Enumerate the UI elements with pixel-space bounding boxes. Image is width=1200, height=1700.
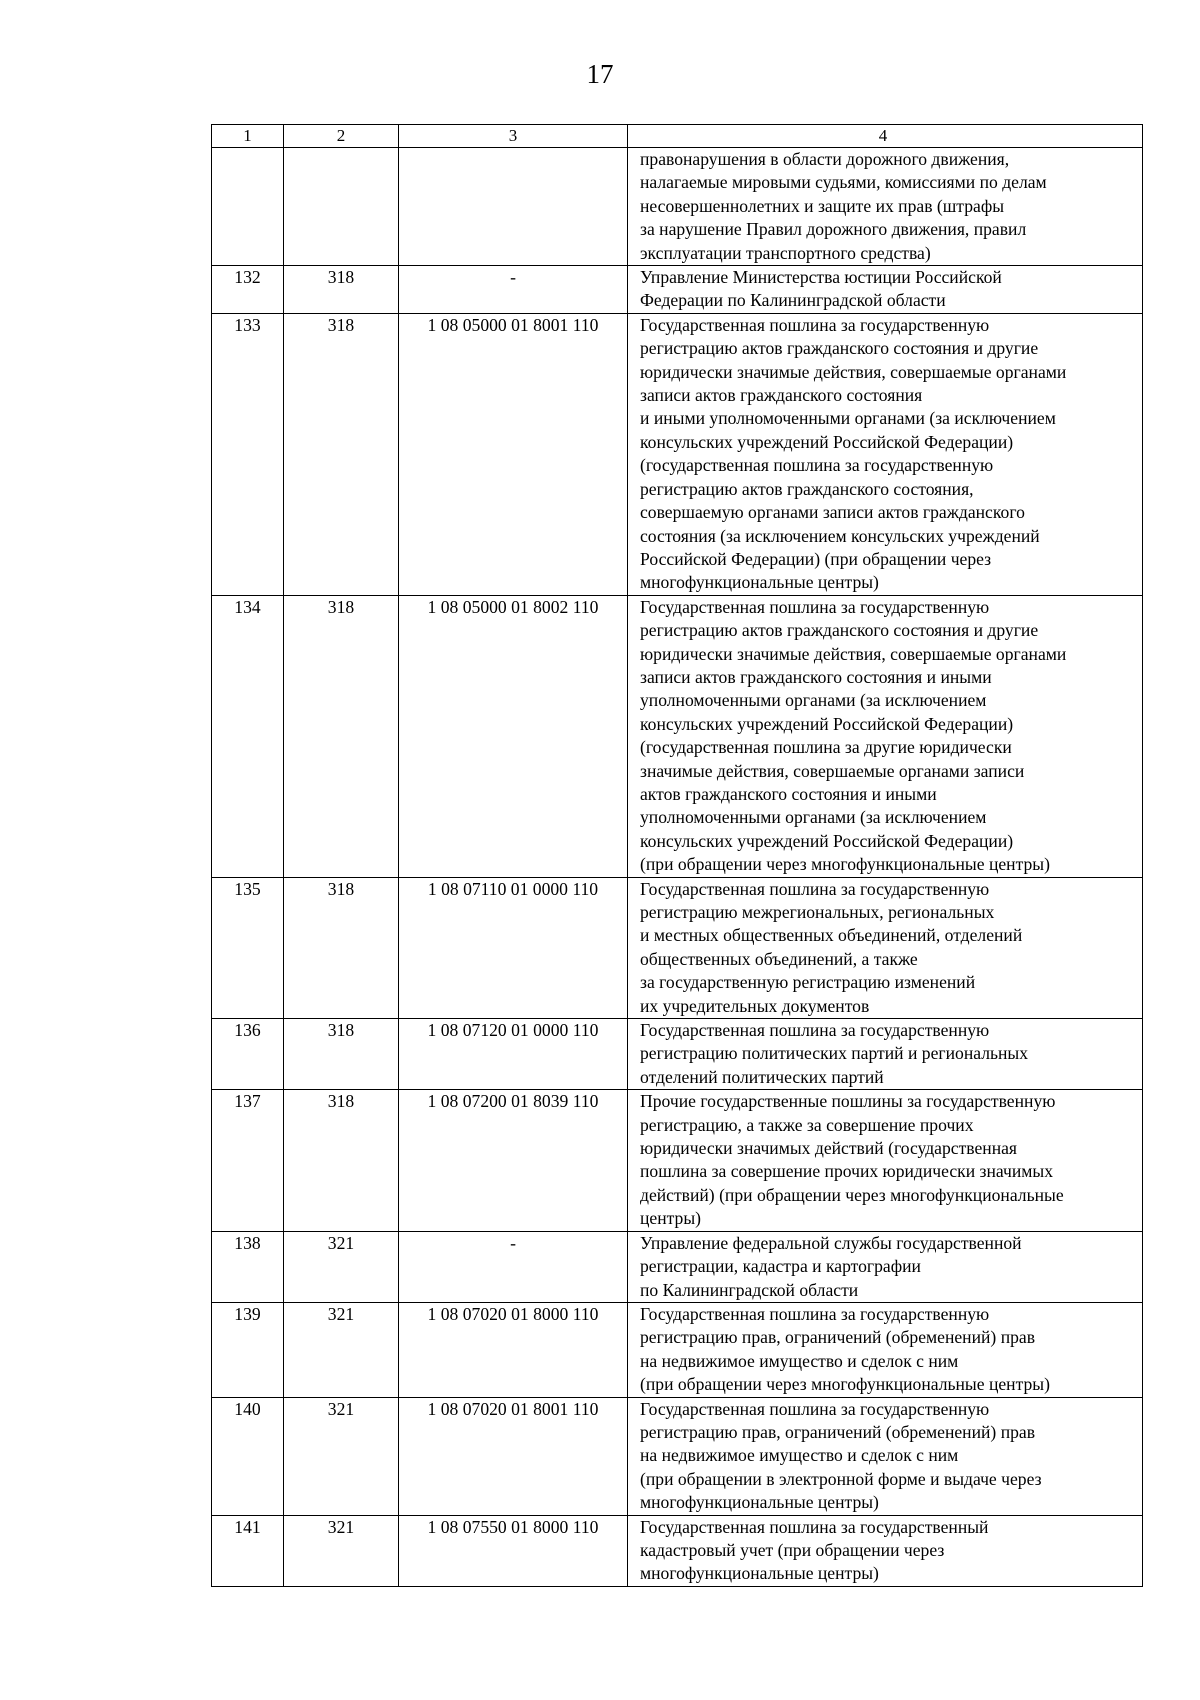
description-line: Государственная пошлина за государственный: [640, 1516, 989, 1537]
budget-code-cell: -: [399, 1231, 628, 1302]
description-line: многофункциональные центры): [640, 572, 879, 593]
description-cell: [628, 266, 1143, 314]
description-line: центры): [640, 1208, 702, 1229]
description-line: налагаемые мировыми судьями, комиссиями по делам: [640, 172, 1047, 193]
admin-code-cell: 318: [284, 877, 399, 1018]
description-line: Государственная пошлина за государственную: [640, 314, 990, 335]
row-number-cell: 135: [212, 877, 284, 1018]
description-line: регистрации, кадастра и картографии: [640, 1256, 921, 1277]
admin-code-cell: 321: [284, 1302, 399, 1397]
row-number-cell: 137: [212, 1090, 284, 1231]
description-line: (государственная пошлина за другие юридически: [640, 737, 1012, 758]
admin-code-cell: 321: [284, 1231, 399, 1302]
budget-code-cell: 1 08 07020 01 8000 110: [399, 1302, 628, 1397]
description-line: по Калининградской области: [640, 1279, 859, 1300]
description-line: регистрацию актов гражданского состояния,: [640, 478, 974, 499]
description-line: несовершеннолетних и защите их прав (штрафы: [640, 195, 1005, 216]
admin-code-cell: 321: [284, 1515, 399, 1586]
column-header-2: 2: [284, 125, 399, 148]
description-line: Прочие государственные пошлины за государственную: [640, 1091, 1056, 1112]
table-row: [212, 1231, 1143, 1302]
description-line: юридически значимые действия, совершаемые органами: [640, 643, 1067, 664]
description-line: правонарушения в области дорожного движения,: [640, 149, 1010, 169]
table-header-row: [212, 125, 1143, 148]
row-number-cell: [212, 148, 284, 266]
description-line: регистрацию прав, ограничений (обременений) прав: [640, 1421, 1036, 1442]
description-line: Федерации по Калининградской области: [640, 290, 946, 311]
page-number: 17: [586, 59, 614, 89]
description-line: пошлина за совершение прочих юридически значимых: [640, 1161, 1054, 1182]
row-number-cell: 139: [212, 1302, 284, 1397]
description-line: Государственная пошлина за государственную: [640, 1398, 990, 1419]
description-cell: [628, 1302, 1143, 1397]
admin-code-cell: 318: [284, 266, 399, 314]
row-number-cell: 141: [212, 1515, 284, 1586]
description-line: действий) (при обращении через многофункциональные: [640, 1184, 1064, 1205]
description-line: регистрацию межрегиональных, региональных: [640, 902, 995, 922]
column-header-1: 1: [212, 125, 284, 148]
table-row: [212, 1397, 1143, 1515]
continuation-row: [212, 148, 1143, 266]
budget-code-cell: 1 08 05000 01 8002 110: [399, 595, 628, 877]
description-line: значимые действия, совершаемые органами записи: [640, 760, 1025, 781]
description-cell: [628, 148, 1143, 266]
budget-code-cell: 1 08 07120 01 0000 110: [399, 1019, 628, 1090]
description-line: на недвижимое имущество и сделок с ним: [640, 1445, 959, 1466]
description-cell: [628, 1019, 1143, 1090]
description-line: совершаемую органами записи актов гражданского: [640, 502, 1025, 523]
description-cell: [628, 877, 1143, 1018]
table-row: [212, 1019, 1143, 1090]
description-line: за нарушение Правил дорожного движения, правил: [640, 219, 1027, 240]
description-line: записи актов гражданского состояния и иными: [640, 666, 992, 687]
table-row: [212, 595, 1143, 877]
table-body: [212, 125, 1143, 1587]
description-line: их учредительных документов: [640, 995, 870, 1016]
budget-code-cell: 1 08 07110 01 0000 110: [399, 877, 628, 1018]
description-line: Государственная пошлина за государственную: [640, 878, 990, 899]
description-cell: [628, 595, 1143, 877]
description-line: регистрацию, а также за совершение прочих: [640, 1114, 974, 1135]
row-number-cell: 140: [212, 1397, 284, 1515]
budget-code-cell: 1 08 05000 01 8001 110: [399, 313, 628, 595]
description-line: кадастровый учет (при обращении через: [640, 1539, 945, 1560]
table-row: [212, 877, 1143, 1018]
description-line: актов гражданского состояния и иными: [640, 783, 937, 804]
description-cell: [628, 1515, 1143, 1586]
table-row: [212, 266, 1143, 314]
table-row: [212, 1302, 1143, 1397]
description-line: консульских учреждений Российской Федерации): [640, 431, 1014, 452]
description-line: и местных общественных объединений, отделений: [640, 925, 1023, 946]
admin-code-cell: 318: [284, 1019, 399, 1090]
description-cell: [628, 1231, 1143, 1302]
description-cell: [628, 1397, 1143, 1515]
budget-code-cell: 1 08 07200 01 8039 110: [399, 1090, 628, 1231]
description-line: Управление Министерства юстиции Российской: [640, 267, 1002, 288]
row-number-cell: 138: [212, 1231, 284, 1302]
admin-code-cell: 321: [284, 1397, 399, 1515]
budget-code-cell: 1 08 07020 01 8001 110: [399, 1397, 628, 1515]
description-line: записи актов гражданского состояния: [640, 385, 923, 406]
revenue-codes-table: [211, 124, 1143, 1587]
description-line: консульских учреждений Российской Федерации): [640, 713, 1014, 734]
description-cell: [628, 313, 1143, 595]
description-line: многофункциональные центры): [640, 1492, 879, 1513]
description-line: (государственная пошлина за государственную: [640, 455, 994, 476]
description-cell: [628, 1090, 1143, 1231]
budget-code-cell: 1 08 07550 01 8000 110: [399, 1515, 628, 1586]
description-line: на недвижимое имущество и сделок с ним: [640, 1350, 959, 1371]
row-number-cell: 132: [212, 266, 284, 314]
description-line: юридически значимых действий (государственная: [640, 1138, 1018, 1159]
column-header-4: 4: [628, 125, 1143, 148]
description-line: регистрацию прав, ограничений (обременений) прав: [640, 1327, 1036, 1348]
admin-code-cell: [284, 148, 399, 266]
admin-code-cell: 318: [284, 595, 399, 877]
description-line: (при обращении через многофункциональные центры): [640, 854, 1050, 875]
description-line: Российской Федерации) (при обращении через: [640, 548, 992, 569]
description-line: за государственную регистрацию изменений: [640, 972, 976, 993]
description-line: консульских учреждений Российской Федерации): [640, 830, 1014, 851]
description-line: (при обращении в электронной форме и выдаче через: [640, 1468, 1042, 1489]
admin-code-cell: 318: [284, 1090, 399, 1231]
table-row: [212, 1515, 1143, 1586]
row-number-cell: 133: [212, 313, 284, 595]
description-line: эксплуатации транспортного средства): [640, 242, 931, 263]
description-line: состояния (за исключением консульских учреждений: [640, 525, 1040, 546]
description-line: многофункциональные центры): [640, 1563, 879, 1584]
row-number-cell: 134: [212, 595, 284, 877]
description-line: (при обращении через многофункциональные центры): [640, 1374, 1050, 1395]
description-line: Управление федеральной службы государственной: [640, 1232, 1022, 1253]
row-number-cell: 136: [212, 1019, 284, 1090]
description-line: уполномоченными органами (за исключением: [640, 807, 987, 828]
description-line: регистрацию актов гражданского состояния и другие: [640, 338, 1039, 359]
table-row: [212, 313, 1143, 595]
budget-code-cell: [399, 148, 628, 266]
description-line: регистрацию актов гражданского состояния и другие: [640, 620, 1039, 641]
description-line: юридически значимые действия, совершаемые органами: [640, 361, 1067, 382]
admin-code-cell: 318: [284, 313, 399, 595]
description-line: общественных объединений, а также: [640, 948, 918, 969]
description-line: уполномоченными органами (за исключением: [640, 690, 987, 711]
column-header-3: 3: [399, 125, 628, 148]
description-line: Государственная пошлина за государственную: [640, 596, 990, 617]
description-line: и иными уполномоченными органами (за исключением: [640, 408, 1056, 429]
description-line: регистрацию политических партий и региональных: [640, 1043, 1029, 1064]
description-line: Государственная пошлина за государственную: [640, 1020, 990, 1041]
budget-code-cell: -: [399, 266, 628, 314]
description-line: отделений политических партий: [640, 1066, 884, 1087]
table-row: [212, 1090, 1143, 1231]
description-line: Государственная пошлина за государственную: [640, 1303, 990, 1324]
